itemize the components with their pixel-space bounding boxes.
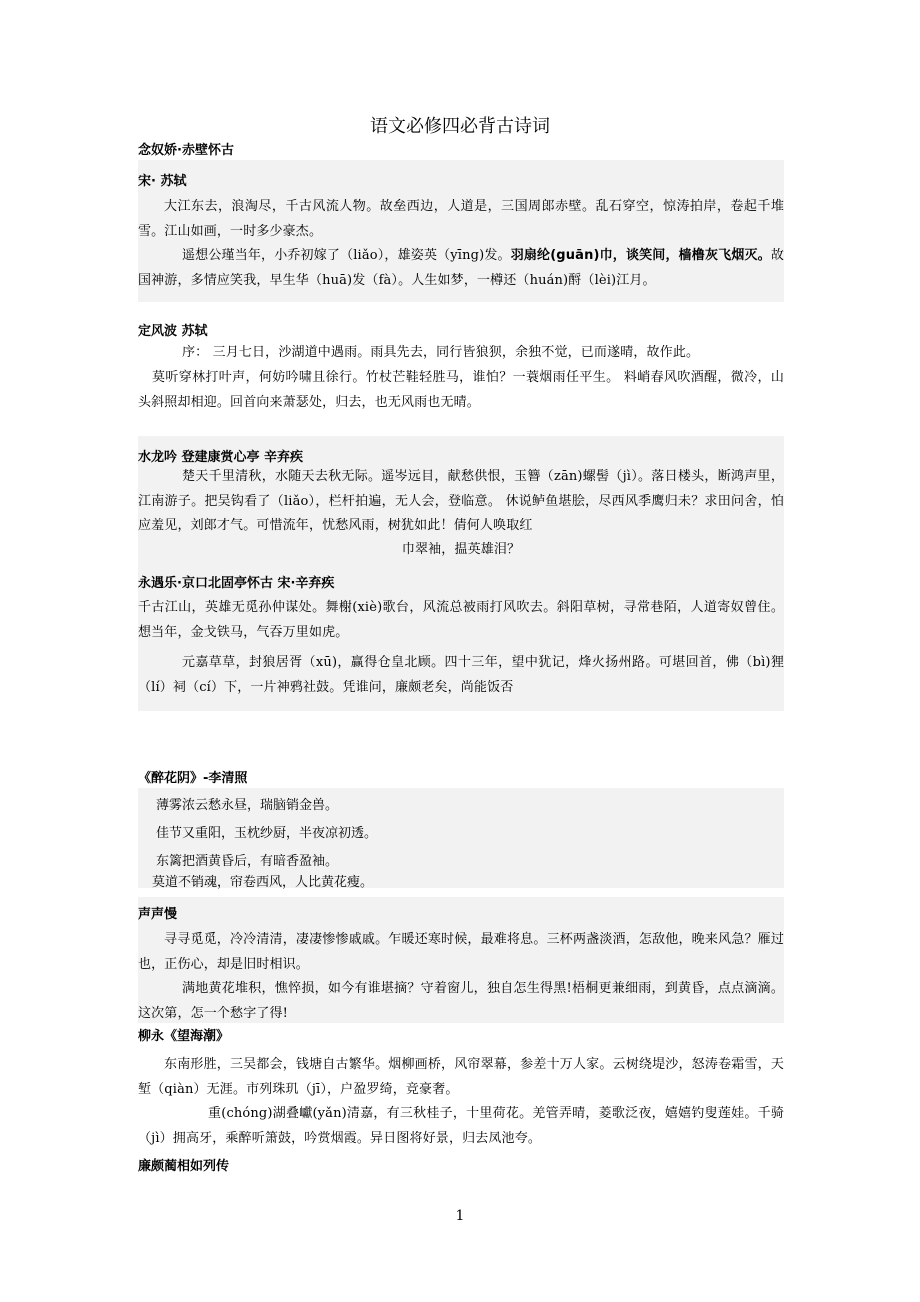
page-title: 语文必修四必背古诗词 <box>370 116 550 137</box>
section-title-lianpo: 廉颇蔺相如列传 <box>138 1159 230 1174</box>
poem-stanza: 千古江山，英雄无觅孙仲谋处。舞榭(xiè)歌台，风流总被雨打风吹去。斜阳草树，寻常巷陌，人道寄奴曾住。想当年，金戈铁马，气吞万里如虎。 <box>138 600 784 640</box>
poem-stanza: 遥想公瑾当年，小乔初嫁了（liǎo），雄姿英（yīng)发。羽扇纶(guān)巾，谈笑间，樯橹灰飞烟灭。故国神游，多情应笑我，早生华（huā)发（fà）。人生如梦，一樽还（huán)酹（lèi)江月。 <box>138 248 784 288</box>
poem-title-wanghaichao: 柳永《望海潮》 <box>138 1029 230 1044</box>
poem-title-zuihuayin: 《醉花阴》-李清照 <box>138 771 248 786</box>
poem-body: 楚天千里清秋，水随天去秋无际。遥岑远目，献愁供恨，玉簪（zān)螺髻（jì）。落日楼头，断鸿声里，江南游子。把吴钩看了（liǎo），栏杆拍遍，无人会，登临意。 休说鲈鱼堪脍，尽西风季鹰归未？求田问舍，怕应羞见，刘郎才气。可惜流年，忧愁风雨，树犹如此！倩何人唤取红 <box>138 469 784 533</box>
poem-body: 莫听穿林打叶声，何妨吟啸且徐行。竹杖芒鞋轻胜马，谁怕？一蓑烟雨任平生。 料峭春风吹酒醒，微冷，山头斜照却相迎。回首向来萧瑟处，归去，也无风雨也无晴。 <box>138 370 784 410</box>
poem-stanza: 寻寻觅觅，冷冷清清，凄凄惨惨戚戚。乍暖还寒时候，最难将息。三杯两盏淡酒，怎敌他，晚来风急？雁过也，正伤心，却是旧时相识。 <box>138 932 784 972</box>
poem-line: 薄雾浓云愁永昼，瑞脑销金兽。 <box>156 798 339 813</box>
poem-title-shengshengman: 声声慢 <box>138 907 178 922</box>
poem-stanza: 东南形胜，三吴都会，钱塘自古繁华。烟柳画桥，风帘翠幕，参差十万人家。云树绕堤沙，怒涛卷霜雪，天堑（qiàn）无涯。市列珠玑（jī），户盈罗绮，竞豪奢。 <box>138 1057 784 1097</box>
poem-body-last: 巾翠袖，揾英雄泪？ <box>401 542 521 557</box>
poem-title-yongyule: 永遇乐·京口北固亭怀古 宋·辛弃疾 <box>138 576 335 591</box>
poem-title-dingfengbo: 定风波 苏轼 <box>138 324 208 339</box>
poem-stanza: 元嘉草草，封狼居胥（xū)，赢得仓皇北顾。四十三年，望中犹记，烽火扬州路。可堪回首，佛（bì)狸（lí）祠（cí）下，一片神鸦社鼓。凭谁问，廉颇老矣，尚能饭否 <box>138 655 784 695</box>
poem-preface: 序： 三月七日，沙湖道中遇雨。雨具先去，同行皆狼狈，余独不觉，已而遂晴，故作此。 <box>182 345 700 360</box>
poem-stanza: 大江东去，浪淘尽，千古风流人物。故垒西边，人道是，三国周郎赤壁。乱石穿空，惊涛拍岸，卷起千堆雪。江山如画，一时多少豪杰。 <box>138 199 784 239</box>
poem-author: 宋· 苏轼 <box>138 174 187 189</box>
poem-stanza: 满地黄花堆积，憔悴损，如今有谁堪摘？守着窗儿，独自怎生得黑!梧桐更兼细雨，到黄昏，点点滴滴。这次第，怎一个愁字了得! <box>138 981 784 1021</box>
poem-line: 莫道不销魂，帘卷西风，人比黄花瘦。 <box>152 875 374 890</box>
poem-line: 东篱把酒黄昏后，有暗香盈袖。 <box>156 854 339 869</box>
page-number: 1 <box>455 1208 465 1224</box>
poem-line: 佳节又重阳，玉枕纱厨，半夜凉初透。 <box>156 826 378 841</box>
poem-stanza: 重(chóng)湖叠巘(yǎn)清嘉，有三秋桂子，十里荷花。羌管弄晴，菱歌泛夜，嬉嬉钓叟莲娃。千骑（jì）拥高牙，乘醉听箫鼓，吟赏烟霞。异日图将好景，归去凤池夸。 <box>138 1106 784 1146</box>
poem-title-niannujiao: 念奴娇·赤壁怀古 <box>138 143 234 158</box>
poem-title-shuilongyin: 水龙吟 登建康赏心亭 辛弃疾 <box>138 450 304 465</box>
